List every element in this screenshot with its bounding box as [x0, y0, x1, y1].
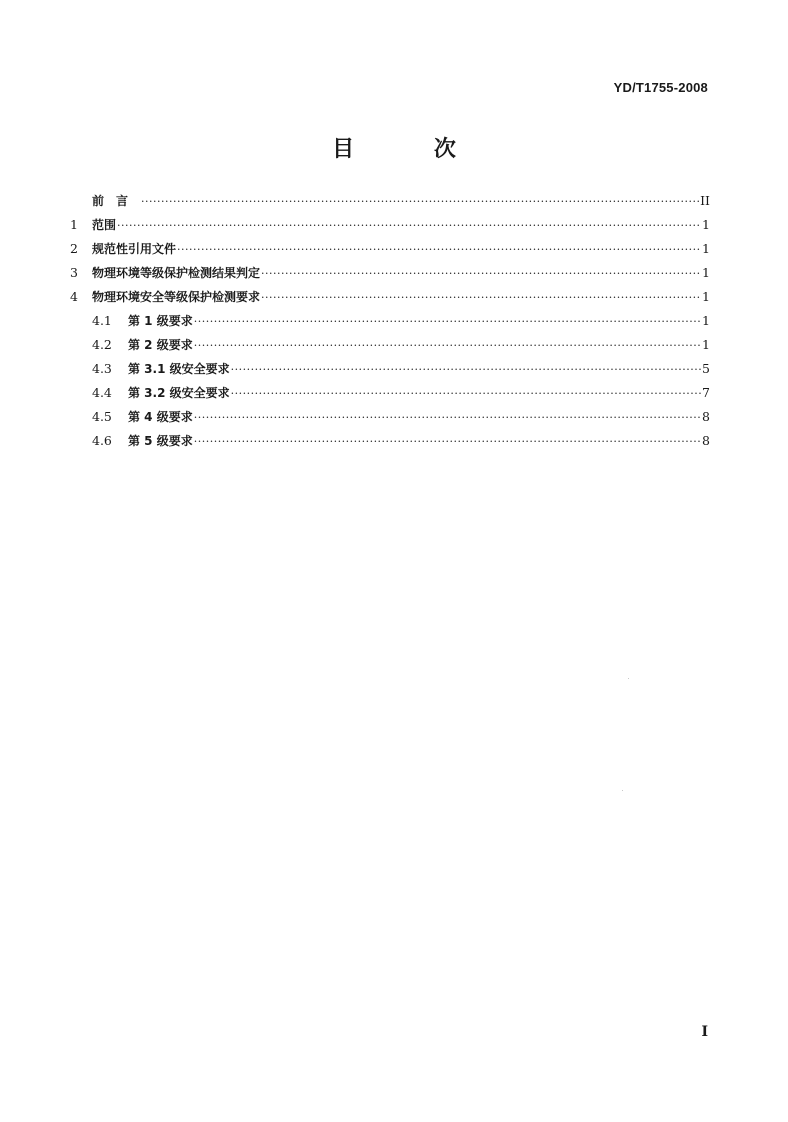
- dot-leader: [194, 339, 701, 352]
- page-number: I: [701, 1024, 708, 1040]
- toc-entry[interactable]: [70, 192, 710, 216]
- toc-entry[interactable]: [70, 360, 710, 384]
- scan-speck: [622, 790, 623, 791]
- toc-entry-page: 1: [702, 289, 710, 304]
- toc-entry-number: 4.1: [92, 313, 112, 328]
- dot-leader: [177, 243, 701, 256]
- toc-entry-page: 1: [702, 313, 710, 328]
- dot-leader: [194, 411, 701, 424]
- toc-entry-page: 8: [702, 433, 710, 448]
- toc-entry-label: 物理环境等级保护检测结果判定: [92, 266, 261, 280]
- toc-entry-number: 4: [70, 289, 78, 304]
- toc-entry-number: 4.5: [92, 409, 112, 424]
- dot-leader: [117, 219, 701, 232]
- dot-leader: [231, 387, 701, 400]
- toc-entry-number: 4.3: [92, 361, 112, 376]
- toc-entry-label: 范围: [92, 218, 117, 232]
- toc-entry-number: 4.4: [92, 385, 112, 400]
- toc-entry-page: 7: [702, 385, 710, 400]
- dot-leader: [231, 363, 701, 376]
- toc-entry[interactable]: [70, 312, 710, 336]
- toc-entry[interactable]: [70, 216, 710, 240]
- toc-entry-number: 4.2: [92, 337, 112, 352]
- dot-leader: [194, 435, 701, 448]
- toc-entry-page: 5: [702, 361, 710, 376]
- toc-entry-label: 第 3.2 级安全要求: [128, 386, 230, 400]
- dot-leader: [261, 267, 701, 280]
- toc-entry-page: 1: [702, 217, 710, 232]
- toc-entry-label: 第 5 级要求: [128, 434, 193, 448]
- dot-leader: [261, 291, 701, 304]
- toc-entry-label: 物理环境安全等级保护检测要求: [92, 290, 261, 304]
- toc-entry-label: 第 2 级要求: [128, 338, 193, 352]
- page-title: 目 次: [332, 137, 492, 162]
- toc-entry-page: 1: [702, 337, 710, 352]
- toc-entry-number: 4.6: [92, 433, 112, 448]
- toc-entry[interactable]: [70, 288, 710, 312]
- toc-entry-number: 3: [70, 265, 78, 280]
- toc-entry-page: II: [700, 193, 710, 208]
- dot-leader: [194, 315, 701, 328]
- toc-entry-number: 2: [70, 241, 78, 256]
- toc-entry-page: 8: [702, 409, 710, 424]
- toc-entry-label: 第 4 级要求: [128, 410, 193, 424]
- toc-entry-label: 前言: [92, 194, 141, 208]
- dot-leader: [141, 195, 699, 208]
- toc-entry-label: 第 1 级要求: [128, 314, 193, 328]
- toc-entry-label: 第 3.1 级安全要求: [128, 362, 230, 376]
- scan-speck: [628, 678, 629, 679]
- table-of-contents: [70, 192, 710, 456]
- toc-entry[interactable]: [70, 408, 710, 432]
- toc-entry-page: 1: [702, 241, 710, 256]
- toc-entry[interactable]: [70, 336, 710, 360]
- toc-entry[interactable]: [70, 384, 710, 408]
- toc-entry-page: 1: [702, 265, 710, 280]
- document-code: YD/T1755-2008: [613, 80, 708, 95]
- toc-entry-number: 1: [70, 217, 78, 232]
- toc-entry[interactable]: [70, 240, 710, 264]
- toc-entry-label: 规范性引用文件: [92, 242, 177, 256]
- toc-entry[interactable]: [70, 432, 710, 456]
- toc-entry[interactable]: [70, 264, 710, 288]
